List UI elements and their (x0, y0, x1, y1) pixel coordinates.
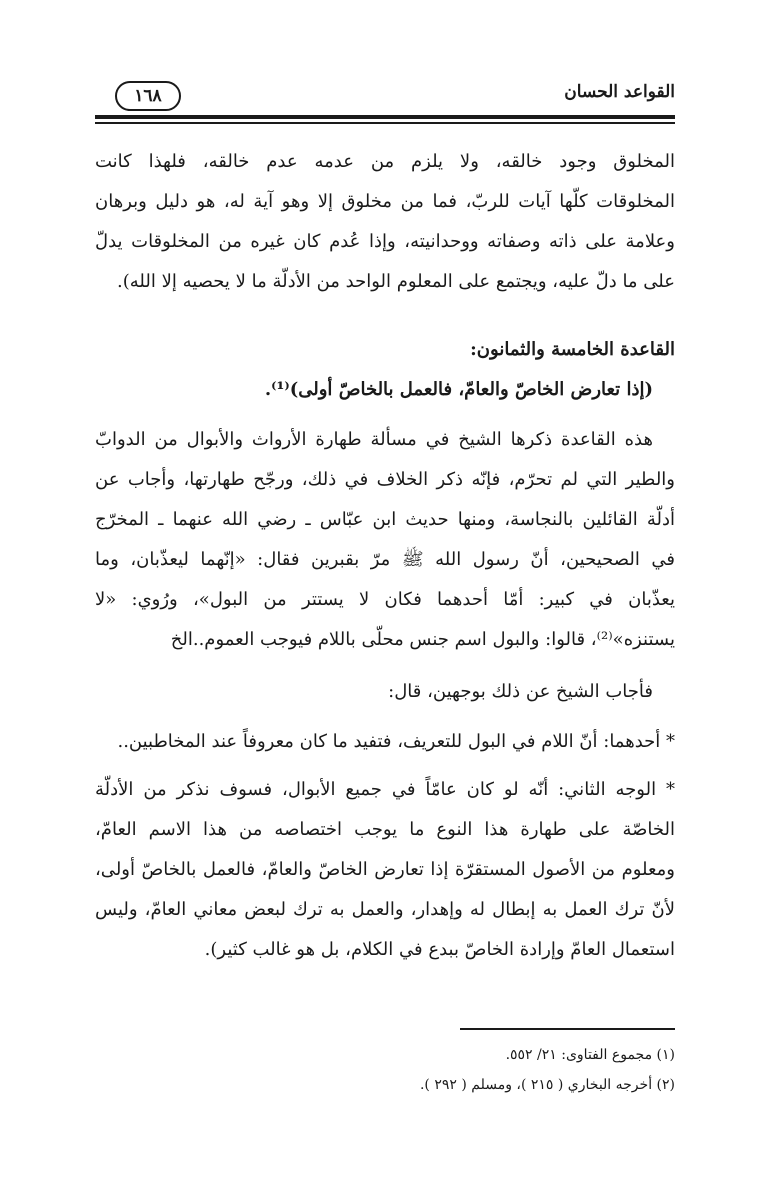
book-title: القواعد الحسان (564, 82, 675, 102)
text-line: أدلّة القائلين بالنجاسة، ومنها حديث ابن عبّاس ـ رضي الله عنهما ـ المخرّج (95, 509, 675, 530)
text-line: والطير التي لم تحرّم، فإنّه ذكر الخلاف في ذلك، ورجّح طهارتها، وأجاب عن (95, 469, 675, 490)
footnote-2: (٢) أخرجه البخاري ( ٢١٥ )، ومسلم ( ٢٩٢ ). (419, 1077, 675, 1093)
text-line: يعذّبان في كبير: أمّا أحدهما فكان لا يستتر من البول»، ورُوي: «لا (95, 589, 675, 610)
text-line: في الصحيحين، أنّ رسول الله ﷺ مرّ بقبرين فقال: «إنّهما ليعذّبان، وما (95, 549, 675, 570)
answer-section (95, 672, 675, 712)
text-line: * الوجه الثاني: أنّه لو كان عامّاً في جميع الأبوال، فسوف نذكر من الأدلّة (95, 779, 675, 800)
text-line: وعلامة على ذاته وصفاته ووحدانيته، وإذا عُدم كان غيره من المخلوقات يدلّ (95, 231, 675, 252)
rule-heading: القاعدة الخامسة والثمانون: (470, 339, 675, 360)
text-line: المخلوقات كلّها آيات للربّ، فما من مخلوق إلا وهو آية له، هو دليل وبرهان (95, 191, 675, 212)
answer-intro: فأجاب الشيخ عن ذلك بوجهين، قال: (388, 681, 653, 702)
page-number: ١٦٨ (115, 81, 181, 111)
text-line: * أحدهما: أنّ اللام في البول للتعريف، فتفيد ما كان معروفاً عند المخاطبين.. (117, 731, 675, 752)
rule-section (95, 330, 675, 410)
text-line: المخلوق وجود خالقه، ولا يلزم من عدمه عدم خالقه، فلهذا كانت (95, 151, 675, 172)
text-line: ومعلوم من الأصول المستقرّة إذا تعارض الخاصّ والعامّ، فالعمل بالخاصّ أولى، (95, 859, 675, 880)
paragraph-2 (95, 420, 675, 660)
point-2 (95, 770, 675, 970)
header-rule-thick (95, 115, 675, 119)
point-1 (95, 722, 675, 762)
page-header (95, 78, 675, 118)
text-line: استعمال العامّ وإرادة الخاصّ ببدع في الكلام، بل هو غالب كثير). (204, 939, 675, 960)
text-line: يستنزه»⁽²⁾، قالوا: والبول اسم جنس محلّى باللام فيوجب العموم..الخ (170, 629, 675, 650)
rule-statement: (إذا تعارض الخاصّ والعامّ، فالعمل بالخاصّ أولى)⁽¹⁾. (264, 379, 653, 400)
text-line: لأنّ ترك العمل به إبطال له وإهدار، والعمل به ترك لبعض معاني العامّ، وليس (95, 899, 675, 920)
text-line: على ما دلّ عليه، ويجتمع على المعلوم الواحد من الأدلّة ما لا يحصيه إلا الله). (117, 271, 675, 292)
header-rule-thin (95, 122, 675, 124)
text-line: هذه القاعدة ذكرها الشيخ في مسألة طهارة الأرواث والأبوال من الدوابّ (95, 429, 653, 450)
footnote-1: (١) مجموع الفتاوى: ٢١/ ٥٥٢. (505, 1047, 675, 1063)
text-line: الخاصّة على طهارة هذا النوع ما يوجب اختصاصه من هذا الاسم العامّ، (95, 819, 675, 840)
paragraph-1 (95, 142, 675, 302)
footnote-separator (460, 1028, 675, 1030)
